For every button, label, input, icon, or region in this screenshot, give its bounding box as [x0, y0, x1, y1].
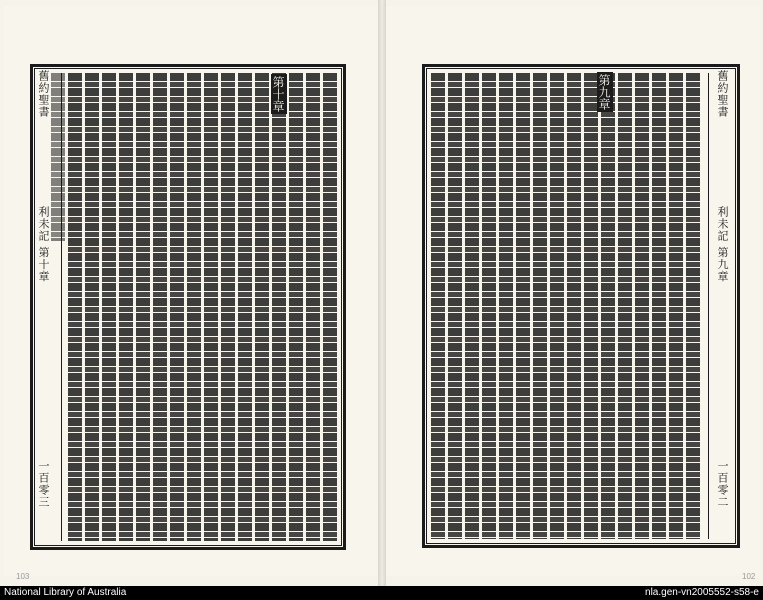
text-column	[221, 73, 235, 541]
text-column	[584, 73, 598, 539]
footer-bar	[0, 586, 763, 600]
text-column	[85, 73, 99, 541]
text-column	[102, 73, 116, 541]
page-number-left: 一百零三	[37, 460, 50, 508]
text-column	[448, 73, 462, 539]
text-column	[601, 73, 615, 539]
text-column	[550, 73, 564, 539]
text-column	[119, 73, 133, 541]
chapter-heading-left: 第十章	[271, 76, 285, 112]
book-name-left	[35, 206, 51, 283]
column-divider	[61, 73, 62, 541]
text-column	[170, 73, 184, 541]
chapter-label: 第九章	[716, 246, 729, 283]
text-column	[187, 73, 201, 541]
item-identifier: nla.gen-vn2005552-s58-e	[645, 587, 759, 598]
text-column	[669, 73, 683, 539]
text-column	[136, 73, 150, 541]
right-text-frame	[422, 64, 740, 548]
text-column	[516, 73, 530, 539]
text-column	[153, 73, 167, 541]
chapter-heading-right: 第九章	[597, 74, 611, 110]
left-text-columns	[39, 73, 337, 541]
page-number-right: 一百零二	[716, 460, 729, 508]
right-text-columns	[431, 73, 731, 539]
text-column	[465, 73, 479, 539]
corner-number-right: 102	[742, 572, 756, 581]
text-column	[482, 73, 496, 539]
text-column	[652, 73, 666, 539]
running-title-right: 舊約聖書	[716, 70, 729, 118]
text-column	[272, 73, 286, 541]
library-credit: National Library of Australia	[4, 587, 127, 598]
text-column	[51, 73, 65, 241]
text-column	[533, 73, 547, 539]
text-column	[289, 73, 303, 541]
chapter-label: 第十章	[37, 246, 50, 283]
text-column	[255, 73, 269, 541]
book-name-right	[714, 206, 730, 283]
text-column	[68, 73, 82, 541]
book-name: 利未記	[37, 206, 50, 242]
text-column	[238, 73, 252, 541]
corner-number-left: 103	[16, 572, 30, 581]
left-text-frame	[30, 64, 346, 550]
text-column	[431, 73, 445, 539]
running-title-left: 舊約聖書	[37, 70, 50, 118]
book-gutter	[378, 0, 386, 586]
text-column	[499, 73, 513, 539]
text-column	[306, 73, 320, 541]
text-column	[567, 73, 581, 539]
book-name: 利未記	[716, 206, 729, 242]
text-column	[618, 73, 632, 539]
text-column	[686, 73, 700, 539]
text-column	[204, 73, 218, 541]
text-column	[323, 73, 337, 541]
column-divider	[708, 73, 709, 539]
text-column	[635, 73, 649, 539]
